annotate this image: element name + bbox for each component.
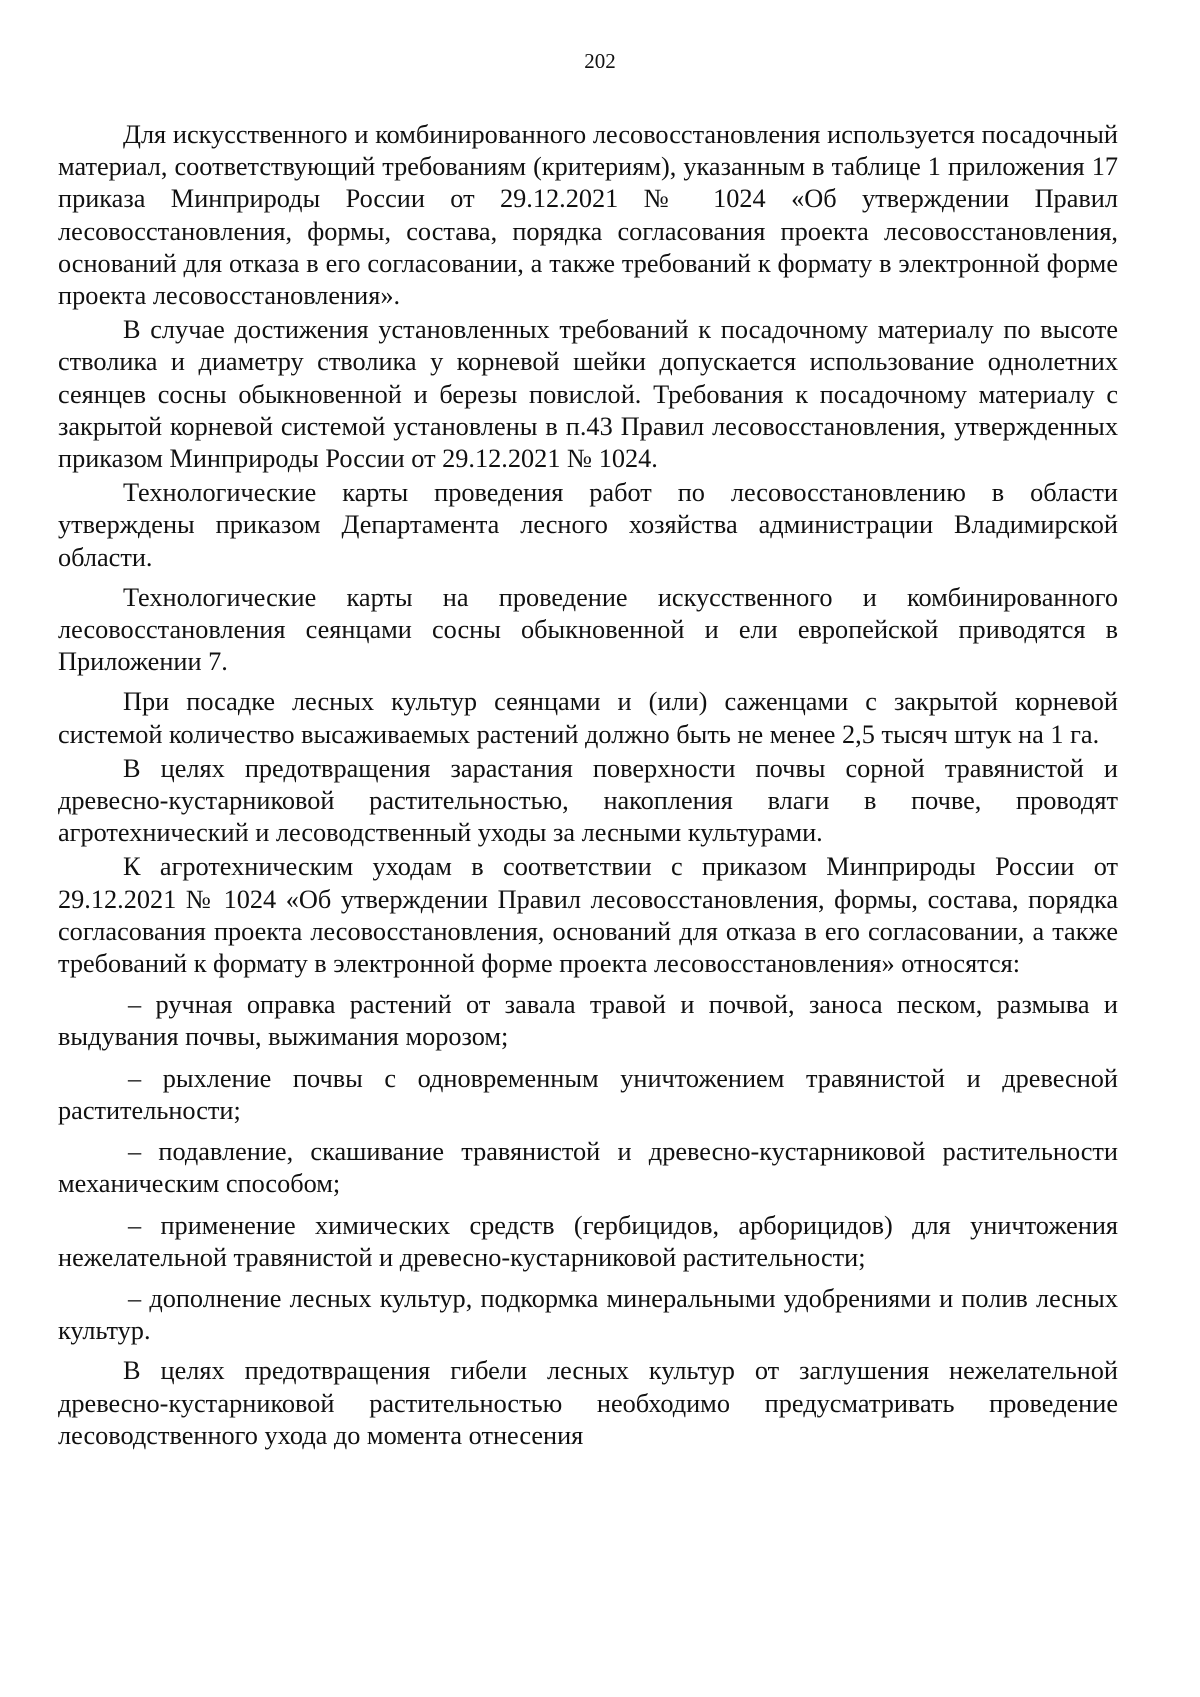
list-item: – применение химических средств (гербицидов, арборицидов) для уничтожения нежелательной травянистой и древесно-кустарниковой растительности; <box>58 1210 1118 1272</box>
page-number: 202 <box>584 49 616 73</box>
paragraph-silvicultural-care: В целях предотвращения гибели лесных культур от заглушения нежелательной древесно-кустарниковой растительностью необходимо предусматривать проведение лесоводственного ухода до момента отнесения <box>58 1356 1118 1450</box>
list-item: – рыхление почвы с одновременным уничтожением травянистой и древесной растительности; <box>58 1063 1118 1125</box>
paragraph-care-purpose: В целях предотвращения зарастания поверхности почвы сорной травянистой и древесно-кустарниковой растительностью, накопления влаги в почве, проводят агротехнический и лесоводственный уходы за лесными культурами. <box>58 753 1118 848</box>
paragraph-agrotechnical-care-intro: К агротехническим уходам в соответствии с приказом Минприроды России от 29.12.2021 № 1024 «Об утверждении Правил лесовосстановления, формы, состава, порядка согласования проекта лесовосстановления, оснований для отказа в его согласовании, а также требований к формату в электронной форме проекта лесовосстановления» относятся: <box>58 852 1118 979</box>
paragraph-technological-maps-appendix: Технологические карты на проведение искусственного и комбинированного лесовосстановления сеянцами сосны обыкновенной и ели европейской приводятся в Приложении 7. <box>58 582 1118 677</box>
list-item: – подавление, скашивание травянистой и древесно-кустарниковой растительности механическим способом; <box>58 1137 1118 1199</box>
paragraph-planting-material: Для искусственного и комбинированного лесовосстановления используется посадочный материал, соответствующий требованиям (критериям), указанным в таблице 1 приложения 17 приказа Минприроды России от 29.12.2021 № 1024 «Об утверждении Правил лесовосстановления, формы, состава, порядка согласования проекта лесовосстановления, оснований для отказа в его согласовании, а также требований к формату в электронной форме проекта лесовосстановления». <box>58 120 1118 311</box>
paragraph-seedling-requirements: В случае достижения установленных требований к посадочному материалу по высоте стволика и диаметру стволика у корневой шейки допускается использование однолетних сеянцев сосны обыкновенной и березы повислой. Требования к посадочному материалу с закрытой корневой системой установлены в п.43 Правил лесовосстановления, утвержденных приказом Минприроды России от 29.12.2021 № 1024. <box>58 315 1118 474</box>
paragraph-technological-maps-approval: Технологические карты проведения работ по лесовосстановлению в области утверждены приказом Департамента лесного хозяйства администрации Владимирской области. <box>58 478 1118 572</box>
document-body <box>58 117 1118 1452</box>
list-item: – ручная оправка растений от завала травой и почвой, заноса песком, размыва и выдувания почвы, выжимания морозом; <box>58 990 1118 1052</box>
paragraph-closed-root-planting: При посадке лесных культур сеянцами и (или) саженцами с закрытой корневой системой количество высаживаемых растений должно быть не менее 2,5 тысяч штук на 1 га. <box>58 687 1118 749</box>
list-item: – дополнение лесных культур, подкормка минеральными удобрениями и полив лесных культур. <box>58 1283 1118 1346</box>
